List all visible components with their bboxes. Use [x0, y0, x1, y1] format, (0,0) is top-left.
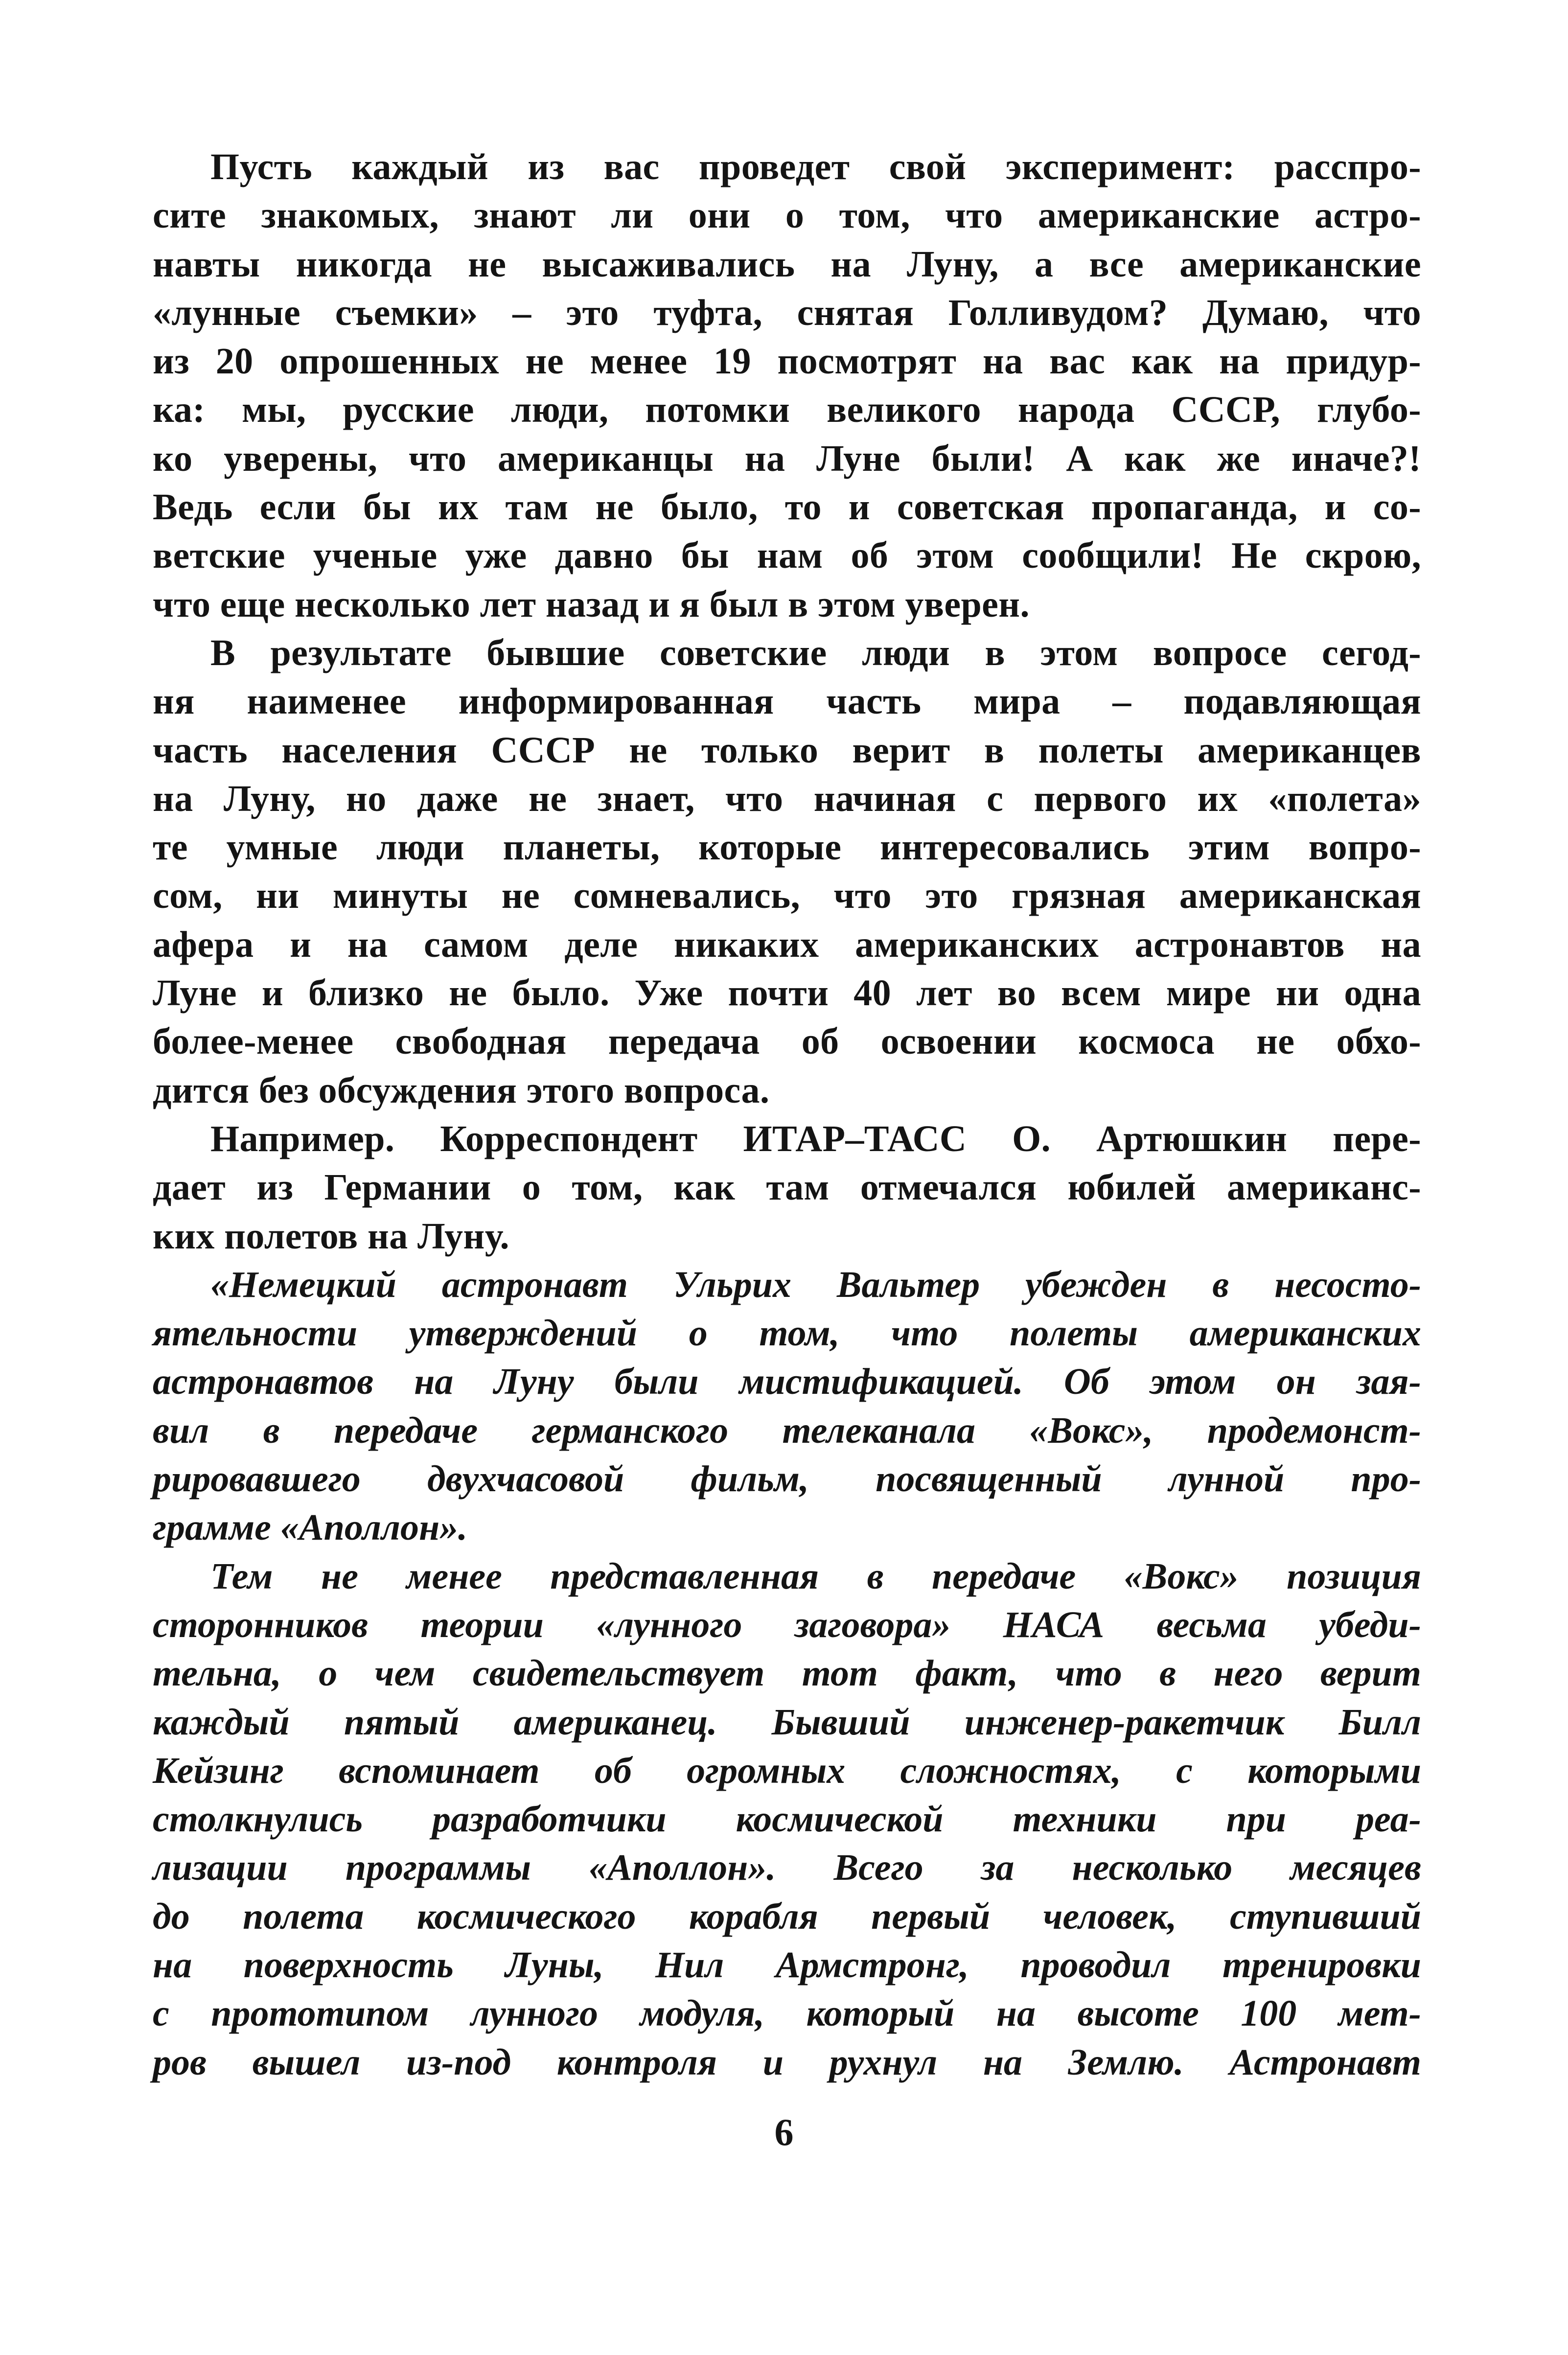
- text-line: сом, ни минуты не сомневались, что это грязная американская: [153, 875, 1421, 917]
- paragraph: [153, 1115, 1421, 1261]
- text-line: ко уверены, что американцы на Луне были! А как же иначе?!: [153, 438, 1421, 479]
- text-line: В результате бывшие советские люди в этом вопросе сегод-: [210, 632, 1421, 673]
- text-line: часть населения СССР не только верит в полеты американцев: [153, 729, 1421, 771]
- text-line: афера и на самом деле никаких американских астронавтов на: [153, 924, 1421, 965]
- page-number: 6: [774, 2111, 794, 2153]
- text-line: сите знакомых, знают ли они о том, что американские астро-: [153, 195, 1421, 236]
- text-line: грамме «Аполлон».: [153, 1507, 468, 1548]
- quote-paragraph: [153, 1552, 1421, 2087]
- text-line: ких полетов на Луну.: [153, 1215, 509, 1257]
- text-line: более-менее свободная передача об освоении космоса не обхо-: [153, 1021, 1421, 1062]
- text-line: Тем не менее представленная в передаче «Вокс» позиция: [210, 1555, 1421, 1597]
- quote-paragraph: [153, 1261, 1421, 1552]
- text-line: ятельности утверждений о том, что полеты американских: [153, 1313, 1421, 1354]
- paragraph: [153, 143, 1421, 629]
- text-line: до полета космического корабля первый человек, ступивший: [153, 1895, 1421, 1937]
- text-line: Ведь если бы их там не было, то и советская пропаганда, и со-: [153, 486, 1421, 528]
- text-line: ня наименее информированная часть мира – подавляющая: [153, 681, 1421, 722]
- text-line: ка: мы, русские люди, потомки великого народа СССР, глубо-: [153, 389, 1421, 431]
- text-line: что еще несколько лет назад и я был в этом уверен.: [153, 583, 1030, 625]
- text-line: сторонников теории «лунного заговора» НАСА весьма убеди-: [153, 1604, 1421, 1645]
- text-line: вил в передаче германского телеканала «Вокс», продемонст-: [153, 1409, 1421, 1451]
- text-line: ров вышел из-под контроля и рухнул на Землю. Астронавт: [153, 2041, 1421, 2083]
- text-line: с прототипом лунного модуля, который на высоте 100 мет-: [153, 1993, 1421, 2034]
- text-line: столкнулись разработчики космической техники при реа-: [153, 1799, 1421, 1840]
- text-line: «Немецкий астронавт Ульрих Вальтер убежден в несосто-: [210, 1264, 1421, 1305]
- text-line: «лунные съемки» – это туфта, снятая Голливудом? Думаю, что: [153, 292, 1421, 333]
- text-line: навты никогда не высаживались на Луну, а все американские: [153, 243, 1421, 285]
- text-line: Луне и близко не было. Уже почти 40 лет во всем мире ни одна: [153, 972, 1421, 1014]
- text-line: астронавтов на Луну были мистификацией. Об этом он зая-: [153, 1361, 1421, 1403]
- text-line: из 20 опрошенных не менее 19 посмотрят на вас как на придур-: [153, 341, 1421, 382]
- text-line: Например. Корреспондент ИТАР–ТАСС О. Артюшкин пере-: [210, 1118, 1421, 1159]
- text-line: дится без обсуждения этого вопроса.: [153, 1069, 770, 1111]
- text-line: на Луну, но даже не знает, что начиная с первого их «полета»: [153, 778, 1421, 819]
- text-line: те умные люди планеты, которые интересовались этим вопро-: [153, 827, 1421, 868]
- text-line: на поверхность Луны, Нил Армстронг, проводил тренировки: [153, 1944, 1421, 1986]
- text-line: рировавшего двухчасовой фильм, посвященный лунной про-: [153, 1458, 1421, 1500]
- text-line: Пусть каждый из вас проведет свой эксперимент: расспро-: [210, 146, 1421, 187]
- text-line: тельна, о чем свидетельствует тот факт, что в него верит: [153, 1653, 1421, 1694]
- text-line: лизации программы «Аполлон». Всего за несколько месяцев: [153, 1847, 1421, 1889]
- text-line: каждый пятый американец. Бывший инженер-ракетчик Билл: [153, 1701, 1421, 1743]
- text-line: Кейзинг вспоминает об огромных сложностях, с которыми: [153, 1750, 1421, 1791]
- text-line: дает из Германии о том, как там отмечался юбилей американс-: [153, 1167, 1421, 1208]
- paragraph: [153, 629, 1421, 1115]
- body-text: [153, 143, 1421, 2087]
- text-line: ветские ученые уже давно бы нам об этом сообщили! Не скрою,: [153, 535, 1421, 577]
